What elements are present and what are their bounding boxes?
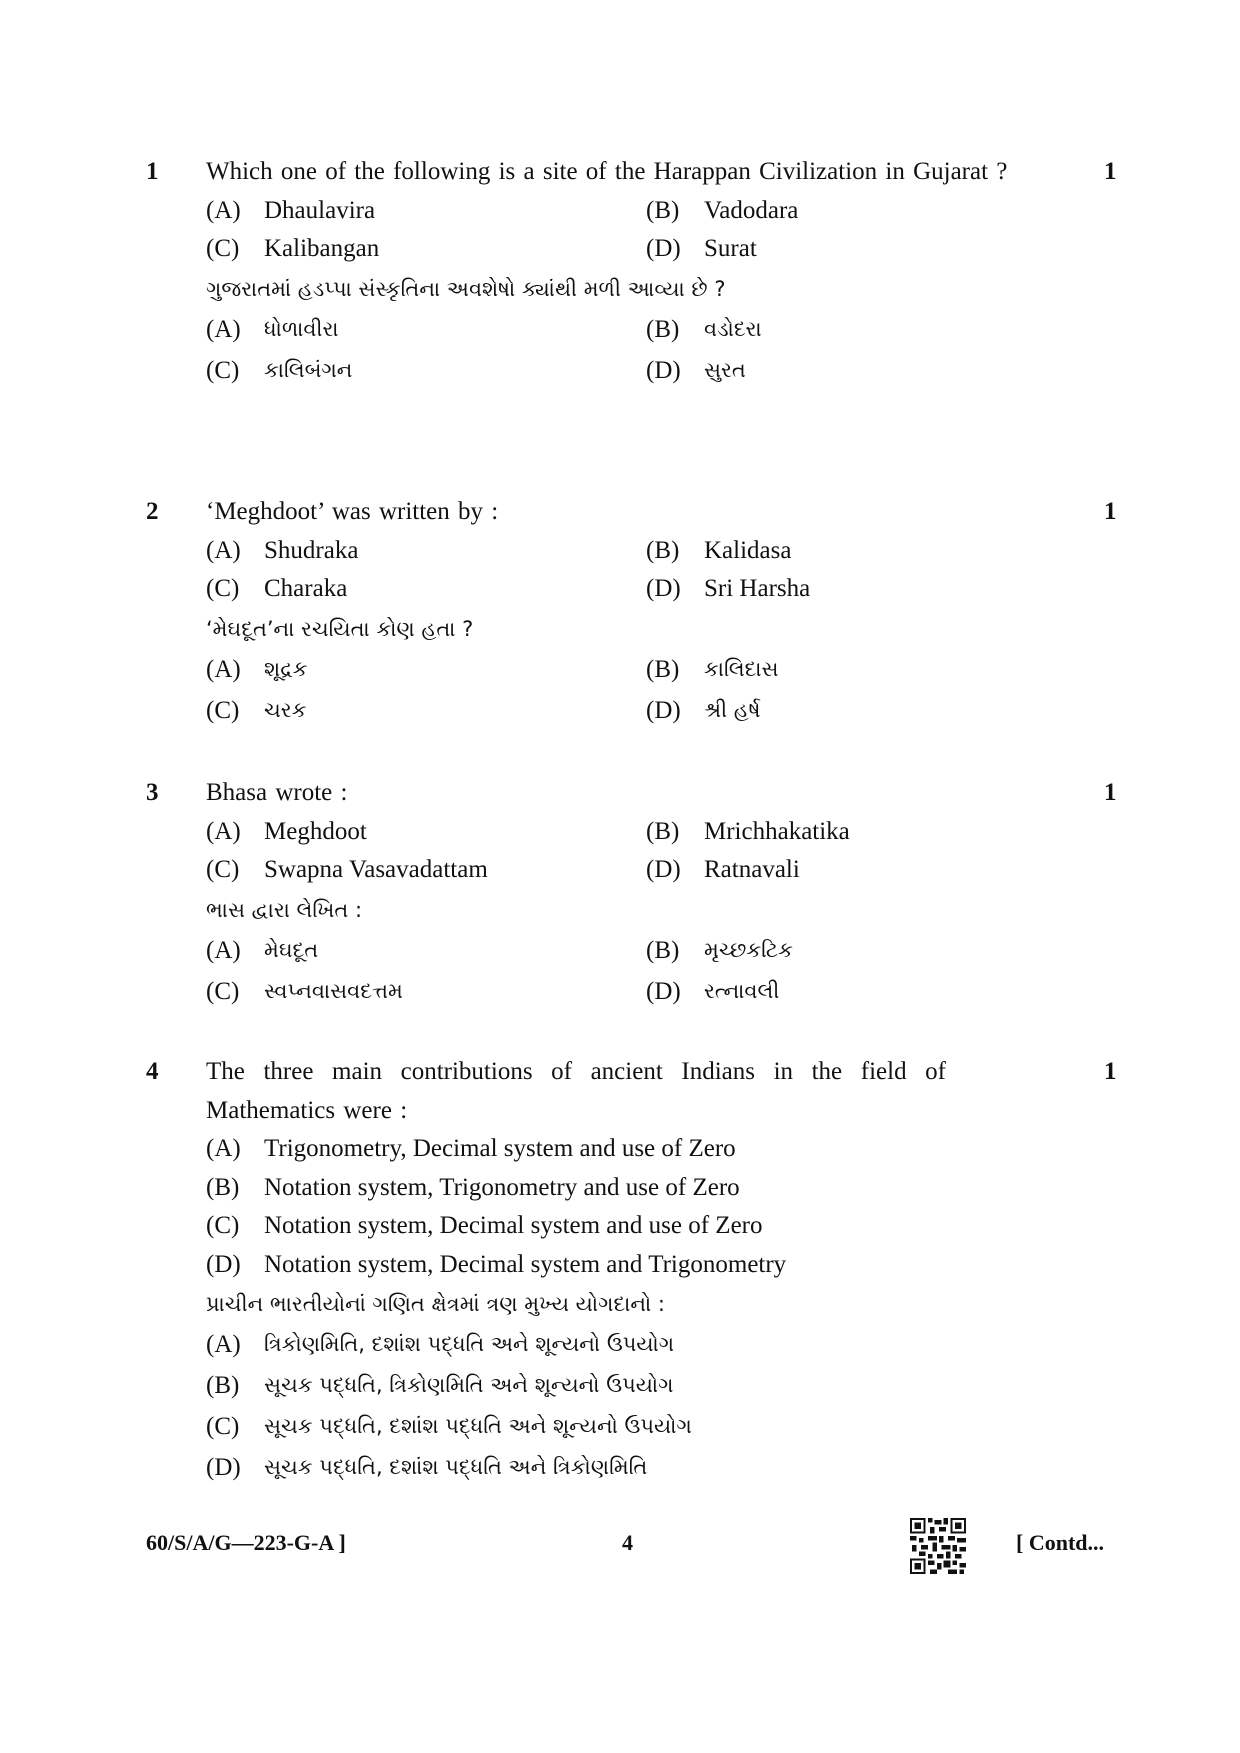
option-label: (C) bbox=[206, 235, 240, 262]
option-label: (A) bbox=[206, 817, 241, 845]
option-label: (C) bbox=[206, 356, 240, 384]
option-d-en bbox=[206, 1246, 946, 1285]
option-text: શૂદ્રક bbox=[264, 656, 308, 681]
option-d-gu bbox=[646, 690, 1022, 731]
option-text: Charaka bbox=[264, 575, 348, 602]
option-b-en bbox=[646, 192, 1022, 231]
option-b-gu bbox=[646, 649, 1022, 690]
question-body bbox=[206, 493, 1022, 731]
option-label: (B) bbox=[646, 936, 680, 964]
question-number: 2 bbox=[146, 498, 159, 525]
option-c-en bbox=[206, 1207, 946, 1246]
option-label: (A) bbox=[206, 196, 241, 224]
question-body bbox=[206, 774, 1022, 1012]
option-a-en bbox=[206, 532, 646, 571]
option-label: (A) bbox=[206, 936, 241, 964]
option-label: (B) bbox=[646, 817, 680, 845]
question-text-gu: ગુજરાતમાં હડપ્પા સંસ્કૃતિના અવશેષો ક્યાંથી મળી આવ્યા છે ? bbox=[206, 276, 726, 301]
option-text: કાલિબંગન bbox=[264, 357, 353, 382]
option-d-en bbox=[646, 570, 1022, 609]
option-c-en bbox=[206, 851, 646, 890]
option-c-en bbox=[206, 570, 646, 609]
option-label: (B) bbox=[206, 1173, 240, 1201]
options-en bbox=[206, 813, 1022, 890]
option-label: (A) bbox=[206, 1331, 241, 1358]
option-b-gu bbox=[206, 1365, 946, 1406]
question-marks: 1 bbox=[1104, 779, 1117, 806]
option-text: શ્રી હર્ષ bbox=[704, 697, 761, 722]
option-c-gu bbox=[206, 690, 646, 731]
options-gu bbox=[206, 649, 1022, 731]
question-text-en: Bhasa wrote : bbox=[206, 779, 348, 806]
option-d-gu bbox=[206, 1447, 946, 1488]
options-en bbox=[206, 532, 1022, 609]
option-c-gu bbox=[206, 350, 646, 391]
question-text-en: Which one of the following is a site of the Harappan Civilization in Gujarat ? bbox=[206, 158, 1008, 185]
options-en bbox=[206, 192, 1022, 269]
option-d-en bbox=[646, 230, 1022, 269]
option-text: Shudraka bbox=[264, 536, 359, 564]
option-text: મૃચ્છકટિક bbox=[704, 937, 793, 962]
options-gu bbox=[206, 1324, 946, 1488]
question-number: 3 bbox=[146, 779, 159, 806]
options-en bbox=[206, 1130, 946, 1284]
option-label: (D) bbox=[646, 575, 681, 602]
option-label: (D) bbox=[646, 856, 681, 883]
option-text: Kalibangan bbox=[264, 235, 380, 262]
option-text: Vadodara bbox=[704, 196, 799, 224]
option-label: (B) bbox=[646, 196, 680, 224]
question-marks: 1 bbox=[1104, 498, 1117, 525]
option-a-gu bbox=[206, 309, 646, 350]
option-label: (C) bbox=[206, 696, 240, 724]
option-text: સુરત bbox=[704, 357, 746, 382]
option-c-gu bbox=[206, 971, 646, 1012]
option-text: રત્નાવલી bbox=[704, 978, 780, 1003]
options-gu bbox=[206, 930, 1022, 1012]
option-label: (D) bbox=[646, 977, 681, 1005]
question-text-en: ‘Meghdoot’ was written by : bbox=[206, 498, 499, 525]
option-d-en bbox=[646, 851, 1022, 890]
option-label: (D) bbox=[646, 696, 681, 724]
question-text-gu: ભાસ દ્વારા લેખિત : bbox=[206, 897, 363, 922]
option-label: (A) bbox=[206, 655, 241, 683]
option-a-gu bbox=[206, 649, 646, 690]
option-text: Mrichhakatika bbox=[704, 817, 850, 845]
paper-code: 60/S/A/G—223-G-A ] bbox=[146, 1530, 346, 1555]
option-text: ત્રિકોણમિતિ, દશાંશ પદ્ધતિ અને શૂન્યનો ઉપયોગ bbox=[264, 1332, 675, 1356]
option-text: Notation system, Decimal system and Trigonometry bbox=[264, 1250, 787, 1278]
question-marks: 1 bbox=[1104, 158, 1117, 185]
option-text: મેઘદૂત bbox=[264, 937, 319, 962]
option-text: Kalidasa bbox=[704, 536, 792, 564]
question-number: 4 bbox=[146, 1058, 159, 1085]
option-text: Trigonometry, Decimal system and use of Zero bbox=[264, 1135, 736, 1162]
option-b-gu bbox=[646, 930, 1022, 971]
option-text: કાલિદાસ bbox=[704, 656, 779, 681]
option-label: (C) bbox=[206, 1212, 240, 1239]
option-a-en bbox=[206, 1130, 946, 1169]
option-label: (B) bbox=[646, 536, 680, 564]
option-text: Ratnavali bbox=[704, 856, 800, 883]
options-gu bbox=[206, 309, 1022, 391]
option-text: ચરક bbox=[264, 697, 307, 722]
question-body bbox=[206, 153, 1022, 391]
option-text: Notation system, Decimal system and use of Zero bbox=[264, 1212, 763, 1239]
option-text: સ્વપ્નવાસવદત્તમ bbox=[264, 978, 403, 1003]
option-label: (B) bbox=[646, 655, 680, 683]
option-b-en bbox=[206, 1169, 946, 1208]
option-label: (B) bbox=[646, 315, 680, 343]
option-label: (A) bbox=[206, 1135, 241, 1162]
option-text: ધોળાવીરા bbox=[264, 316, 339, 341]
option-text: Sri Harsha bbox=[704, 575, 811, 602]
option-label: (C) bbox=[206, 575, 240, 602]
option-d-gu bbox=[646, 350, 1022, 391]
option-label: (D) bbox=[206, 1454, 241, 1481]
option-label: (C) bbox=[206, 977, 240, 1005]
question-text-gu: પ્રાચીન ભારતીયોનાં ગણિત ક્ષેત્રમાં ત્રણ મુખ્ય યોગદાનો : bbox=[206, 1292, 665, 1316]
option-c-en bbox=[206, 230, 646, 269]
continued-label: [ Contd... bbox=[1016, 1530, 1105, 1555]
option-a-en bbox=[206, 192, 646, 231]
option-label: (C) bbox=[206, 856, 240, 883]
option-text: સૂચક પદ્ધતિ, ત્રિકોણમિતિ અને શૂન્યનો ઉપયોગ bbox=[264, 1373, 674, 1397]
option-b-gu bbox=[646, 309, 1022, 350]
page-footer bbox=[0, 1528, 1240, 1588]
option-text: સૂચક પદ્ધતિ, દશાંશ પદ્ધતિ અને ત્રિકોણમિતિ bbox=[264, 1455, 648, 1479]
page-number: 4 bbox=[622, 1530, 633, 1555]
question-number: 1 bbox=[146, 158, 159, 185]
question-marks: 1 bbox=[1104, 1058, 1117, 1085]
option-label: (D) bbox=[646, 356, 681, 384]
option-a-en bbox=[206, 813, 646, 852]
option-c-gu bbox=[206, 1406, 946, 1447]
question-text-en: The three main contributions of ancient Indians in the field of Mathematics were : bbox=[206, 1058, 946, 1124]
question-body bbox=[206, 1053, 946, 1488]
option-label: (D) bbox=[206, 1250, 241, 1278]
option-a-gu bbox=[206, 930, 646, 971]
option-text: Surat bbox=[704, 235, 757, 262]
option-text: Notation system, Trigonometry and use of Zero bbox=[264, 1173, 740, 1201]
option-text: Dhaulavira bbox=[264, 196, 376, 224]
option-label: (C) bbox=[206, 1413, 240, 1440]
option-label: (A) bbox=[206, 315, 241, 343]
question-text-gu: ‘મેઘદૂત’ના રચયિતા કોણ હતા ? bbox=[206, 616, 474, 641]
option-b-en bbox=[646, 813, 1022, 852]
option-label: (B) bbox=[206, 1372, 240, 1399]
option-text: સૂચક પદ્ધતિ, દશાંશ પદ્ધતિ અને શૂન્યનો ઉપયોગ bbox=[264, 1414, 692, 1438]
option-text: Meghdoot bbox=[264, 817, 367, 845]
option-label: (A) bbox=[206, 536, 241, 564]
option-label: (D) bbox=[646, 235, 681, 262]
option-d-gu bbox=[646, 971, 1022, 1012]
qr-code-icon bbox=[910, 1518, 966, 1574]
option-a-gu bbox=[206, 1324, 946, 1365]
option-text: વડોદરા bbox=[704, 316, 762, 341]
option-b-en bbox=[646, 532, 1022, 571]
option-text: Swapna Vasavadattam bbox=[264, 856, 488, 883]
